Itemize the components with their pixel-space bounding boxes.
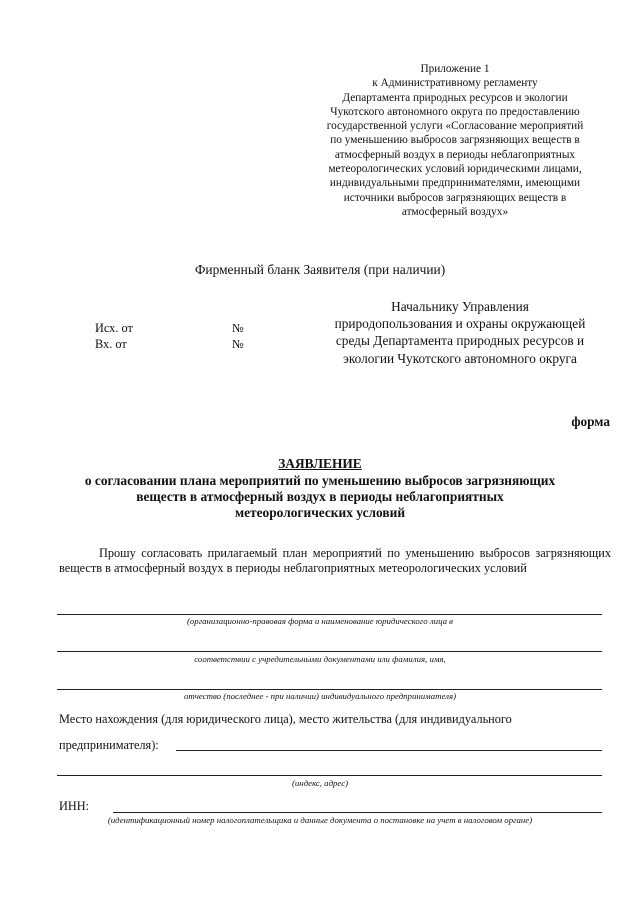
- addressee-line: природопользования и охраны окружающей: [334, 316, 586, 332]
- appendix-line: атмосферный воздух»: [401, 205, 509, 218]
- appendix-line: источники выбросов загрязняющих веществ в: [343, 191, 567, 204]
- addressee-line: экологии Чукотского автономного округа: [343, 350, 577, 366]
- appendix-line: по уменьшению выбросов загрязняющих веществ в: [330, 134, 580, 147]
- request-text: Прошу согласовать прилагаемый план мероприятий по уменьшению выбросов загрязняющих веществ в атмосферный воздух в периоды неблагоприятных метеорологических условий: [59, 546, 611, 575]
- address-line-2[interactable]: [57, 775, 602, 776]
- address-caption: (индекс, адрес): [291, 778, 349, 788]
- appendix-line: Приложение 1: [420, 63, 490, 75]
- incoming-label: Вх. от: [95, 337, 127, 351]
- org-name-caption-3: отчество (последнее - при наличии) индивидуального предпринимателя): [183, 691, 457, 701]
- appendix-line: к Административному регламенту: [372, 77, 538, 90]
- addressee-line: Начальнику Управления: [391, 299, 529, 314]
- org-name-line-3[interactable]: [57, 689, 602, 690]
- org-name-line-2[interactable]: [57, 651, 602, 652]
- outgoing-number-sign: №: [232, 321, 244, 335]
- inn-caption: (идентификационный номер налогоплательщика и данные документа о постановке на учет в налоговом органе): [107, 815, 533, 825]
- addressee-block: [300, 298, 620, 367]
- appendix-line: Чукотского автономного округа по предоставлению: [330, 105, 580, 118]
- request-paragraph: [59, 546, 611, 576]
- appendix-line: метеорологических условий юридическими лицами,: [328, 163, 582, 176]
- appendix-line: атмосферный воздух в периоды неблагоприятных: [334, 148, 576, 161]
- form-label: форма: [571, 414, 610, 429]
- address-line-1[interactable]: [176, 750, 602, 751]
- addressee-line: среды Департамента природных ресурсов и: [335, 333, 585, 349]
- incoming-number-sign: №: [232, 337, 244, 351]
- appendix-line: Департамента природных ресурсов и экологии: [342, 91, 568, 104]
- appendix-line: индивидуальными предпринимателями, имеющими: [329, 177, 581, 190]
- outgoing-label: Исх. от: [95, 321, 133, 335]
- title-line: о согласовании плана мероприятий по уменьшению выбросов загрязняющих: [84, 473, 556, 488]
- inn-label: ИНН:: [59, 799, 90, 813]
- letterhead-note: Фирменный бланк Заявителя (при наличии): [194, 262, 446, 277]
- inn-line[interactable]: [113, 812, 602, 813]
- document-title: [0, 456, 640, 521]
- title-line: метеорологических условий: [234, 505, 406, 520]
- org-name-caption-2: соответствии с учредительными документами или фамилия, имя,: [194, 654, 446, 664]
- org-name-line-1[interactable]: [57, 614, 602, 615]
- location-label: Место нахождения (для юридического лица), место жительства (для индивидуального: [59, 712, 512, 726]
- org-name-caption-1: (организационно-правовая форма и наименование юридического лица в: [186, 616, 453, 626]
- appendix-line: государственной услуги «Согласование мероприятий: [326, 120, 584, 133]
- appendix-block: [300, 62, 610, 219]
- document-heading: ЗАЯВЛЕНИЕ: [278, 456, 362, 471]
- title-line: веществ в атмосферный воздух в периоды неблагоприятных: [136, 489, 504, 504]
- location-label-cont: предпринимателя):: [59, 738, 159, 752]
